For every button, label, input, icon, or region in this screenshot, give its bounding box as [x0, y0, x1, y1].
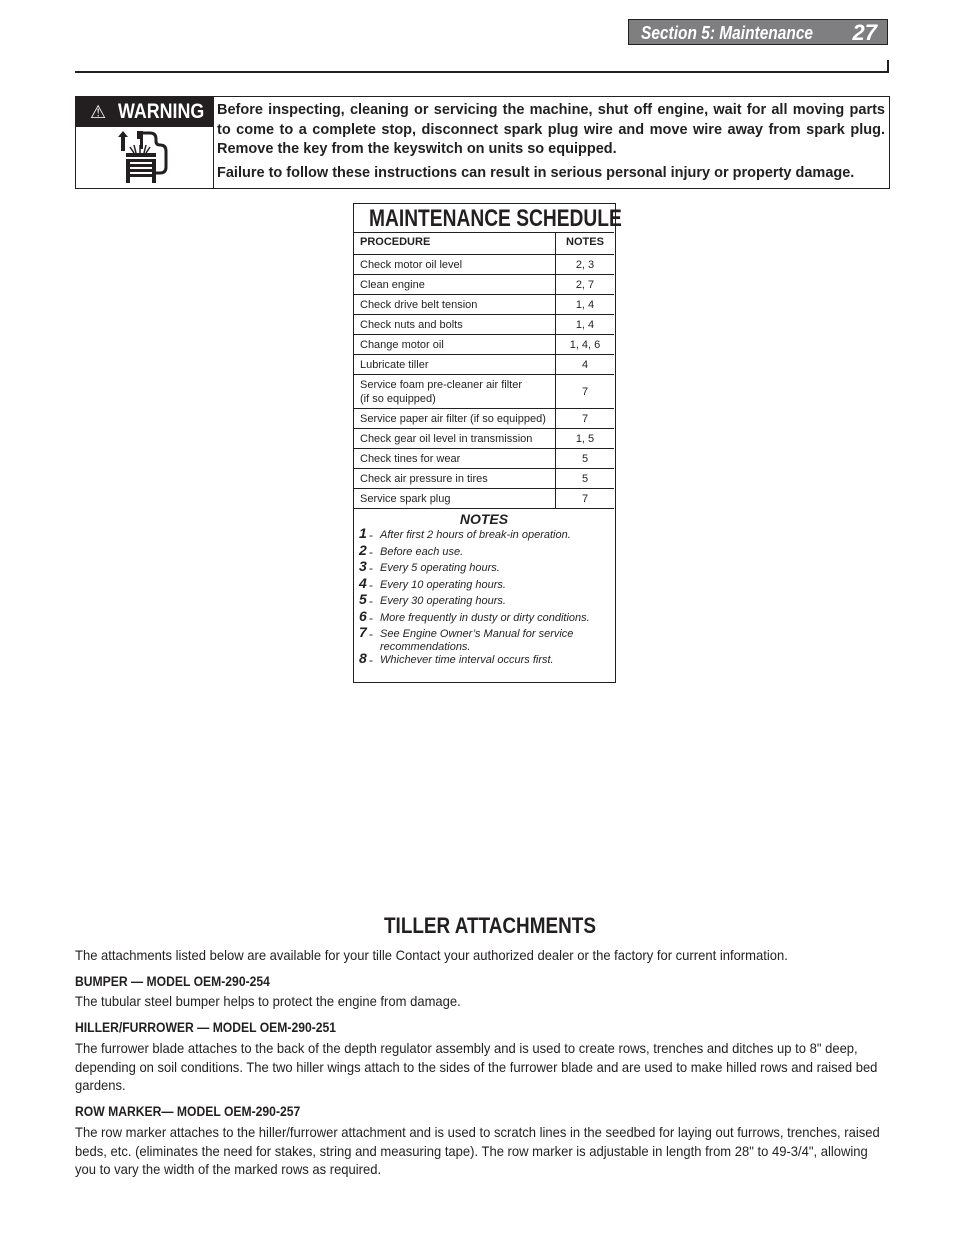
- warning-label: [76, 97, 213, 127]
- note-item: 4 - Every 10 operating hours.: [359, 574, 506, 592]
- maintenance-schedule: [353, 203, 622, 683]
- note-item: 8 - Whichever time interval occurs first.: [359, 650, 554, 667]
- table-row: [354, 409, 614, 429]
- procedure-cell: Check tines for wear: [354, 449, 556, 469]
- table-row: [354, 469, 614, 489]
- schedule-table: [354, 232, 614, 509]
- notes-cell: 1, 4, 6: [556, 335, 615, 355]
- table-row: [354, 255, 614, 275]
- note-number: 3: [359, 558, 367, 574]
- procedure-cell: Check drive belt tension: [354, 295, 556, 315]
- notes-cell: 2, 7: [556, 275, 615, 295]
- schedule-notes: [359, 511, 609, 671]
- note-text: Before each use.: [380, 545, 464, 558]
- table-row: [354, 335, 614, 355]
- procedure-cell: Service spark plug: [354, 489, 556, 509]
- row-marker-description: [75, 1123, 891, 1179]
- notes-cell: 1, 4: [556, 315, 615, 335]
- attachments-intro: [75, 946, 891, 965]
- procedure-cell: Change motor oil: [354, 335, 556, 355]
- warning-triangle-icon: ⚠: [90, 102, 107, 122]
- note-item: 3 - Every 5 operating hours.: [359, 558, 500, 575]
- procedure-cell: Service paper air filter (if so equipped): [354, 409, 556, 429]
- table-row: [354, 449, 614, 469]
- disconnect-spark-plug-icon: [110, 131, 172, 185]
- hiller-furrower-text: The furrower blade attaches to the back of the depth regulator assembly and is used to create rows, trenches and ditches up to 8" deep, depending on soil conditions. The two hiller wings attach to the sides of the furrower blade and are used to make hilled rows and raised bed gardens.: [75, 1040, 878, 1093]
- note-text: More frequently in dusty or dirty conditions.: [380, 611, 590, 624]
- note-number: 6: [359, 607, 367, 624]
- table-row: [354, 429, 614, 449]
- schedule-title: MAINTENANCE SCHEDULE: [369, 205, 622, 232]
- row-marker-text: The row marker attaches to the hiller/furrower attachment and is used to scratch lines in the seedbed for laying out furrows, trenches, raised beds, etc. (eliminates the need for stakes, string and measuring tape). The row marker is adjustable in length from 28" to 49-3/4", allowing you to vary the width of the marked rows as required.: [75, 1124, 880, 1177]
- page-number: 27: [852, 20, 877, 45]
- column-header-procedure: PROCEDURE: [354, 233, 556, 252]
- note-text: recommendations.: [380, 641, 471, 653]
- note-item: 7 - See Engine Owner’s Manual for service recommendations.: [359, 624, 574, 653]
- procedure-cell: Clean engine: [354, 275, 556, 295]
- note-text: Whichever time interval occurs first.: [380, 654, 554, 666]
- warning-symbol-panel: [76, 97, 214, 188]
- note-text: Every 5 operating hours.: [380, 562, 500, 574]
- procedure-cell: Check gear oil level in transmission: [354, 429, 556, 449]
- note-number: 7: [359, 624, 367, 640]
- procedure-cell: Lubricate tiller: [354, 355, 556, 375]
- note-text: Every 30 operating hours.: [380, 595, 506, 607]
- section-title: Section 5: Maintenance: [641, 23, 814, 43]
- section-header: [628, 19, 888, 45]
- bumper-heading: BUMPER — MODEL OEM-290-254: [75, 974, 270, 989]
- notes-cell: 7: [556, 489, 615, 509]
- note-text: Every 10 operating hours.: [380, 578, 506, 591]
- bumper-text: The tubular steel bumper helps to protect the engine from damage.: [75, 993, 461, 1009]
- notes-cell: 2, 3: [556, 255, 615, 275]
- note-number: 4: [359, 574, 367, 591]
- bumper-description: [75, 992, 891, 1011]
- notes-cell: 7: [556, 409, 615, 429]
- procedure-cell: Check air pressure in tires: [354, 469, 556, 489]
- table-header-row: [354, 233, 614, 252]
- procedure-line: (if so equipped): [360, 392, 436, 405]
- warning-box: [75, 96, 890, 189]
- row-marker-heading: ROW MARKER— MODEL OEM-290-257: [75, 1104, 301, 1119]
- column-header-notes: NOTES: [556, 233, 615, 252]
- table-row: [354, 489, 614, 509]
- notes-cell: 1, 4: [556, 295, 615, 315]
- procedure-cell: Check nuts and bolts: [354, 315, 556, 335]
- notes-cell: 5: [556, 449, 615, 469]
- procedure-cell: Check motor oil level: [354, 255, 556, 275]
- note-item: 6 - More frequently in dusty or dirty conditions.: [359, 607, 590, 625]
- note-number: 2: [359, 541, 367, 558]
- attachments-title: TILLER ATTACHMENTS: [384, 913, 596, 938]
- table-row: [354, 275, 614, 295]
- note-number: 1: [359, 525, 367, 541]
- warning-text: [217, 101, 885, 183]
- hiller-furrower-description: [75, 1039, 891, 1095]
- note-text: After first 2 hours of break-in operation.: [380, 529, 571, 541]
- table-row: [354, 295, 614, 315]
- notes-cell: 7: [556, 375, 615, 409]
- note-number: 8: [359, 650, 367, 666]
- note-item: 5 - Every 30 operating hours.: [359, 591, 506, 608]
- warning-paragraph: Before inspecting, cleaning or servicing the machine, shut off engine, wait for all moving parts to come to a complete stop, disconnect spark plug wire and move wire away from spark plug. Remove the key from the keyswitch on units so equipped.: [217, 102, 885, 157]
- table-row: [354, 355, 614, 375]
- note-number: 5: [359, 591, 367, 607]
- notes-cell: 1, 5: [556, 429, 615, 449]
- warning-paragraph: Failure to follow these instructions can result in serious personal injury or property damage.: [217, 164, 855, 181]
- intro-text: The attachments listed below are available for your tille Contact your authorized dealer or the factory for current information.: [75, 947, 788, 963]
- note-item: 2 - Before each use.: [359, 541, 464, 559]
- note-text: See Engine Owner’s Manual for service: [380, 628, 574, 640]
- procedure-line: Service foam pre-cleaner air filter: [360, 378, 523, 391]
- note-item: 1 - After first 2 hours of break-in operation.: [359, 525, 571, 542]
- table-row: [354, 375, 614, 409]
- header-rule-tick: [887, 60, 889, 73]
- procedure-cell: [354, 375, 556, 409]
- notes-title: NOTES: [459, 511, 509, 527]
- header-rule: [75, 71, 889, 73]
- hiller-furrower-heading: HILLER/FURROWER — MODEL OEM-290-251: [75, 1020, 337, 1035]
- warning-label-text: WARNING: [118, 100, 205, 123]
- table-row: [354, 315, 614, 335]
- notes-cell: 4: [556, 355, 615, 375]
- notes-cell: 5: [556, 469, 615, 489]
